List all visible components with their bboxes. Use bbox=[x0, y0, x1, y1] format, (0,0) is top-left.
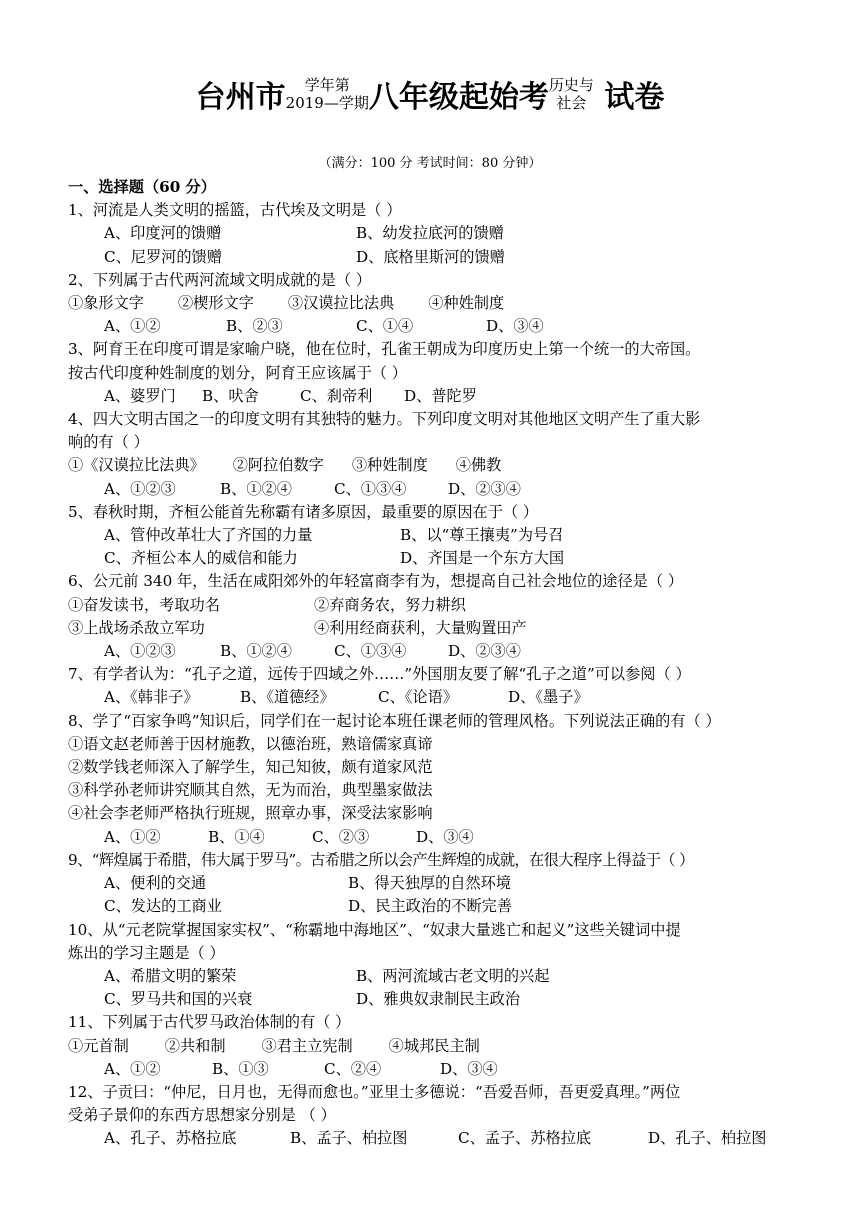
item: ②共和制 bbox=[164, 1036, 226, 1055]
option-b[interactable]: B、吠舍 bbox=[202, 386, 259, 405]
question-items bbox=[68, 594, 800, 640]
option-d[interactable]: D、③④ bbox=[440, 1059, 498, 1078]
question-items bbox=[68, 1035, 800, 1058]
title-subject-bottom: 社会 bbox=[556, 94, 587, 112]
question-9 bbox=[68, 849, 800, 919]
option-c[interactable]: C、齐桓公本人的威信和能力 bbox=[104, 549, 298, 568]
exam-content bbox=[68, 176, 800, 1151]
item: ③汉谟拉比法典 bbox=[287, 294, 395, 313]
option-b[interactable]: B、幼发拉底河的馈赠 bbox=[356, 224, 504, 243]
section-heading: 一、选择题（60 分） bbox=[68, 178, 216, 196]
option-b[interactable]: B、①④ bbox=[208, 827, 265, 846]
option-c[interactable]: C、①③④ bbox=[334, 642, 407, 661]
question-stem: 4、四大文明古国之一的印度文明有其独特的魅力。下列印度文明对其他地区文明产生了重大影 bbox=[68, 410, 701, 429]
option-b[interactable]: B、得天独厚的自然环境 bbox=[348, 874, 512, 893]
option-c[interactable]: C、尼罗河的馈赠 bbox=[104, 247, 222, 266]
question-stem-cont: 炼出的学习主题是（ ） bbox=[68, 943, 225, 962]
question-11 bbox=[68, 1011, 800, 1081]
question-1 bbox=[68, 199, 800, 269]
item: ④佛教 bbox=[455, 456, 502, 475]
option-a[interactable]: A、印度河的馈赠 bbox=[104, 224, 222, 243]
option-c[interactable]: C、发达的工商业 bbox=[104, 897, 222, 916]
question-4 bbox=[68, 408, 800, 501]
question-12 bbox=[68, 1081, 800, 1151]
question-options bbox=[68, 1058, 800, 1081]
option-a[interactable]: A、希腊文明的繁荣 bbox=[104, 966, 237, 985]
option-d[interactable]: D、③④ bbox=[486, 317, 544, 336]
option-a[interactable]: A、①② bbox=[104, 827, 161, 846]
question-2 bbox=[68, 269, 800, 339]
question-options bbox=[68, 478, 800, 501]
title-subject-top: 历史与 bbox=[548, 76, 594, 94]
question-options bbox=[68, 640, 800, 663]
option-d[interactable]: D、民主政治的不断完善 bbox=[348, 897, 513, 916]
option-b[interactable]: B、①③ bbox=[212, 1059, 269, 1078]
option-d[interactable]: D、齐国是一个东方大国 bbox=[400, 549, 565, 568]
exam-title bbox=[0, 72, 860, 116]
title-paper: 试卷 bbox=[593, 80, 665, 115]
item: ③种姓制度 bbox=[351, 456, 428, 475]
question-options bbox=[68, 524, 800, 570]
option-c[interactable]: C、①③④ bbox=[334, 479, 407, 498]
option-a[interactable]: A、婆罗门 bbox=[104, 386, 176, 405]
question-options bbox=[68, 686, 800, 709]
item: ④城邦民主制 bbox=[388, 1036, 480, 1055]
question-stem: 9、“辉煌属于希腊，伟大属于罗马”。古希腊之所以会产生辉煌的成就，在很大程序上得益于（ ） bbox=[68, 850, 694, 869]
question-options bbox=[68, 1127, 800, 1150]
question-stem: 2、下列属于古代两河流域文明成就的是（ ） bbox=[68, 270, 372, 289]
option-d[interactable]: D、《墨子》 bbox=[508, 688, 589, 707]
item: ④利用经商获利，大量购置田产 bbox=[314, 618, 527, 637]
question-options bbox=[68, 315, 800, 338]
item: ①《汉谟拉比法典》 bbox=[68, 456, 205, 475]
question-stem: 7、有学者认为：“孔子之道，远传于四域之外……”外国朋友要了解“孔子之道”可以参阅（ ） bbox=[68, 665, 691, 684]
item: ②弃商务农，努力耕织 bbox=[314, 595, 466, 614]
option-b[interactable]: B、《道德经》 bbox=[240, 688, 335, 707]
item: ①语文赵老师善于因材施教，以德治班，熟谙儒家真谛 bbox=[68, 734, 433, 753]
item: ①元首制 bbox=[68, 1036, 129, 1055]
option-c[interactable]: C、②④ bbox=[324, 1059, 382, 1078]
option-c[interactable]: C、刹帝利 bbox=[300, 386, 373, 405]
question-stem: 12、子贡曰：“仲尼，日月也，无得而愈也。”亚里士多德说：“吾爱吾师，吾更爱真理。”两位 bbox=[68, 1082, 681, 1101]
item: ①奋发读书，考取功名 bbox=[68, 595, 220, 614]
question-stem-cont: 响的有（ ） bbox=[68, 433, 149, 452]
question-stem: 6、公元前 340 年，生活在咸阳郊外的年轻富商李有为，想提高自己社会地位的途径是（ ） bbox=[68, 572, 684, 591]
question-items bbox=[68, 292, 800, 315]
item: ③君主立宪制 bbox=[261, 1036, 353, 1055]
option-c[interactable]: C、孟子、苏格拉底 bbox=[458, 1129, 592, 1148]
question-options bbox=[68, 965, 800, 1011]
question-10 bbox=[68, 919, 800, 1012]
question-items bbox=[68, 454, 800, 477]
option-a[interactable]: A、管仲改革壮大了齐国的力量 bbox=[104, 526, 313, 545]
question-stem: 1、河流是人类文明的摇篮，古代埃及文明是（ ） bbox=[68, 201, 402, 220]
option-d[interactable]: D、普陀罗 bbox=[404, 386, 477, 405]
question-6 bbox=[68, 570, 800, 663]
title-year: 2019 bbox=[285, 94, 324, 112]
option-c[interactable]: C、②③ bbox=[312, 827, 370, 846]
option-b[interactable]: B、②③ bbox=[226, 317, 283, 336]
title-dash: — bbox=[323, 94, 339, 112]
question-8 bbox=[68, 710, 800, 849]
title-year-suffix: 学年第 bbox=[304, 76, 350, 94]
option-c[interactable]: C、罗马共和国的兴衰 bbox=[104, 990, 253, 1009]
question-stem: 11、下列属于古代罗马政治体制的有（ ） bbox=[68, 1013, 351, 1032]
question-options bbox=[68, 826, 800, 849]
title-term: 学期 bbox=[338, 94, 369, 112]
exam-meta: （满分：100 分 考试时间：80 分钟） bbox=[318, 156, 542, 171]
option-d[interactable]: D、②③④ bbox=[448, 479, 521, 498]
option-a[interactable]: A、①② bbox=[104, 1059, 161, 1078]
option-b[interactable]: B、①②④ bbox=[220, 479, 292, 498]
option-b[interactable]: B、孟子、柏拉图 bbox=[290, 1129, 408, 1148]
option-b[interactable]: B、①②④ bbox=[220, 642, 292, 661]
question-5 bbox=[68, 501, 800, 571]
item: ③科学孙老师讲究顺其自然，无为而治，典型墨家做法 bbox=[68, 781, 433, 800]
option-a[interactable]: A、《韩非子》 bbox=[104, 688, 199, 707]
item: ④社会李老师严格执行班规，照章办事，深受法家影响 bbox=[68, 804, 433, 823]
question-stem: 3、阿育王在印度可谓是家喻户晓，他在位时，孔雀王朝成为印度历史上第一个统一的大帝国。 bbox=[68, 340, 701, 359]
option-d[interactable]: D、雅典奴隶制民主政治 bbox=[356, 990, 521, 1009]
question-stem: 5、春秋时期，齐桓公能首先称霸有诸多原因，最重要的原因在于（ ） bbox=[68, 502, 539, 521]
option-d[interactable]: D、③④ bbox=[416, 827, 474, 846]
item: ②阿拉伯数字 bbox=[232, 456, 324, 475]
item: ②数学钱老师深入了解学生，知己知彼，颇有道家风范 bbox=[68, 758, 433, 777]
option-d[interactable]: D、孔子、柏拉图 bbox=[648, 1129, 767, 1148]
option-b[interactable]: B、两河流域古老文明的兴起 bbox=[356, 966, 550, 985]
item: ③上战场杀敌立军功 bbox=[68, 618, 205, 637]
item: ②楔形文字 bbox=[177, 294, 254, 313]
option-d[interactable]: D、底格里斯河的馈赠 bbox=[356, 247, 505, 266]
title-year-block bbox=[286, 76, 369, 112]
question-stem: 8、学了“百家争鸣”知识后，同学们在一起讨论本班任课老师的管理风格。下列说法正确的有（ ） bbox=[68, 711, 721, 730]
option-a[interactable]: A、①② bbox=[104, 317, 161, 336]
title-city: 台州市 bbox=[195, 80, 286, 115]
option-b[interactable]: B、以“尊王攘夷”为号召 bbox=[400, 526, 564, 545]
option-a[interactable]: A、①②③ bbox=[104, 479, 176, 498]
item: ①象形文字 bbox=[68, 294, 144, 313]
question-options bbox=[68, 385, 800, 408]
question-stem-cont: 按古代印度种姓制度的划分，阿育王应该属于（ ） bbox=[68, 363, 407, 382]
question-stem-cont: 受弟子景仰的东西方思想家分别是 （ ） bbox=[68, 1106, 336, 1125]
option-c[interactable]: C、①④ bbox=[356, 317, 414, 336]
title-subject-block bbox=[549, 76, 594, 112]
title-grade: 八年级起始考 bbox=[368, 80, 549, 115]
option-a[interactable]: A、孔子、苏格拉底 bbox=[104, 1129, 237, 1148]
option-a[interactable]: A、①②③ bbox=[104, 642, 176, 661]
question-options bbox=[68, 872, 800, 918]
question-stem: 10、从“元老院掌握国家实权”、“称霸地中海地区”、“奴隶大量逃亡和起义”这些关键词中提 bbox=[68, 920, 681, 939]
item: ④种姓制度 bbox=[428, 294, 505, 313]
option-a[interactable]: A、便利的交通 bbox=[104, 874, 207, 893]
option-c[interactable]: C、《论语》 bbox=[378, 688, 458, 707]
question-7 bbox=[68, 663, 800, 709]
question-3 bbox=[68, 338, 800, 408]
option-d[interactable]: D、②③④ bbox=[448, 642, 521, 661]
question-options bbox=[68, 222, 800, 268]
